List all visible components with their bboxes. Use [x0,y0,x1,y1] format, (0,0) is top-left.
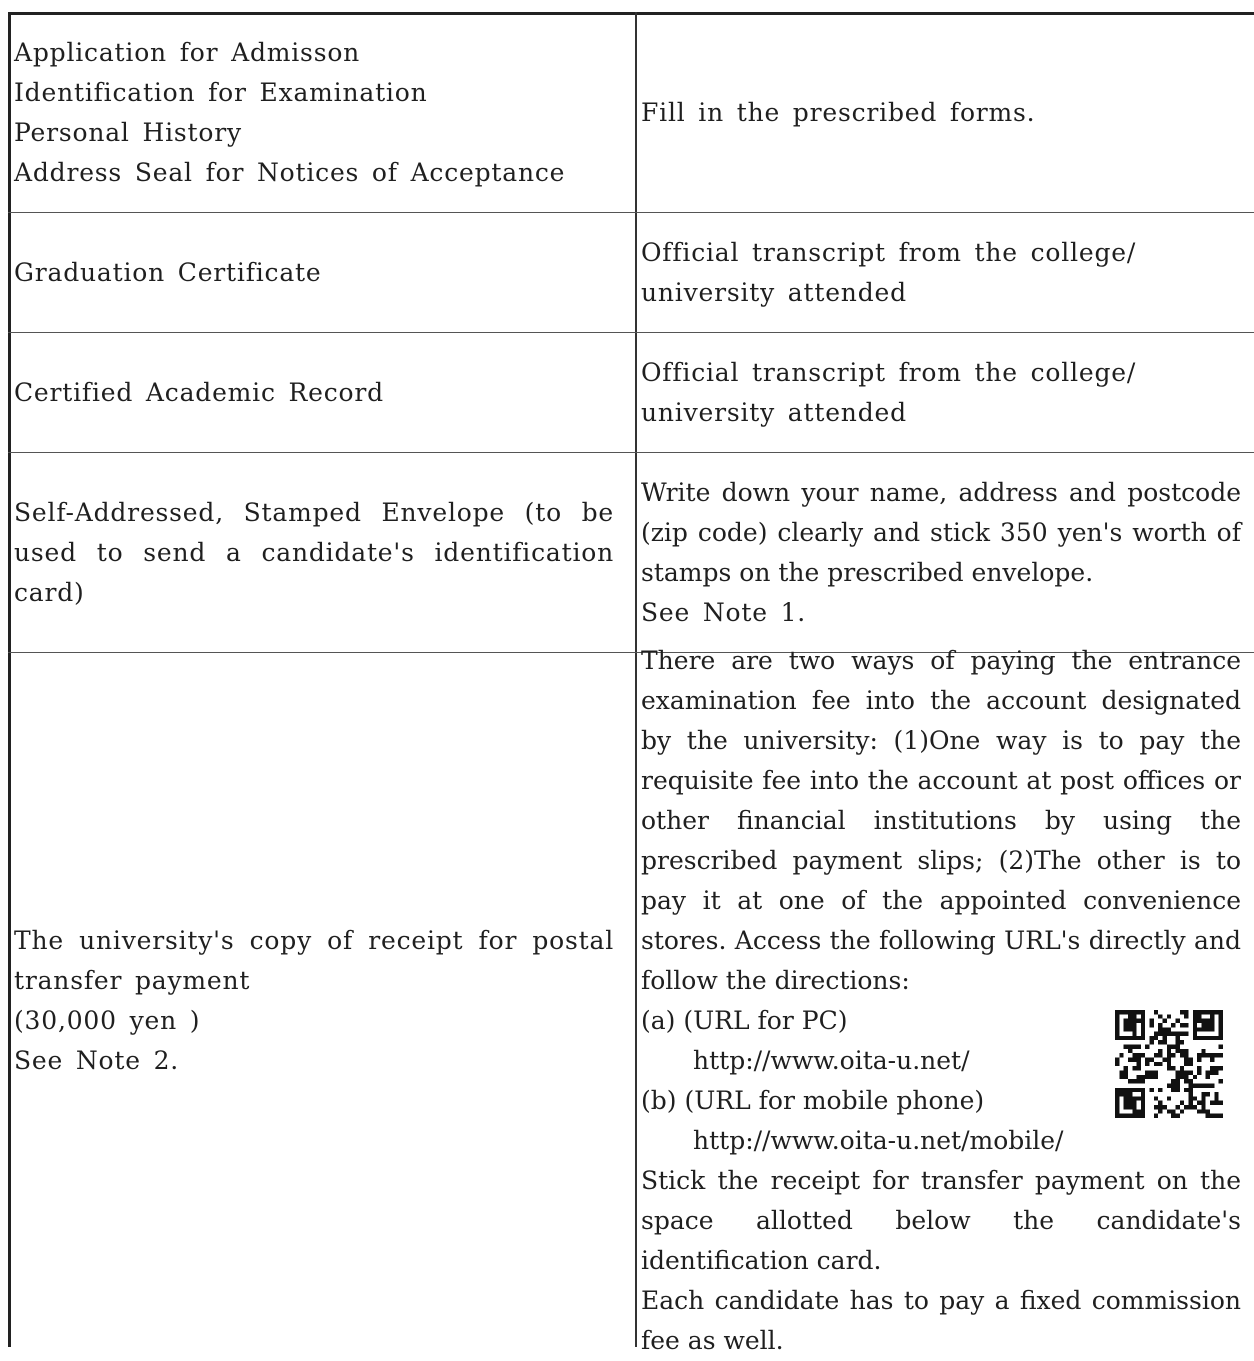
note-line: Fill in the prescribed forms. [641,98,1036,127]
url-a-link[interactable]: http://www.oita-u.net/ [693,1045,970,1075]
row-1-note-cell [641,14,1241,212]
row-3-note-cell [641,334,1241,452]
row-divider [8,212,1254,213]
payment-instructions: There are two ways of paying the entrance examination fee into the account designated by the university: (1)One way is to pay the requisite fee into the account at post offices or other financial institutions by using the prescribed payment slips; (2)The other is to pay it at one of the appointed convenience stores. Access the following URL's directly and follow the directions: [641,645,1241,995]
row-1-requirement-cell [14,14,614,212]
row-3-requirement-cell [14,334,614,452]
fee-amount: (30,000 yen ) [14,1005,201,1035]
requirement-line: Identification for Examination [14,78,428,107]
row-divider [8,332,1254,333]
row-2-requirement-cell [14,214,614,332]
note-line: university attended [641,278,907,307]
requirement-line: Personal History [14,118,242,147]
row-5-note-cell [641,645,1241,1355]
requirement-line: Address Seal for Notices of Acceptance [14,158,566,187]
note-line: university attended [641,398,907,427]
url-a-label: (a) (URL for PC) [641,1005,848,1035]
requirement-line: Application for Admisson [14,38,361,67]
requirement-line: Certified Academic Record [14,378,384,407]
note-reference: See Note 2. [14,1045,180,1075]
row-4-requirement-cell [14,454,614,652]
note-line: Official transcript from the college/ [641,358,1137,387]
requirement-text: Self-Addressed, Stamped Envelope (to be used to send a candidate's identification card) [14,498,614,607]
row-5-requirement-cell [14,654,614,1347]
url-b-label: (b) (URL for mobile phone) [641,1085,985,1115]
commission-note: Each candidate has to pay a fixed commission fee as well. [641,1285,1241,1355]
url-b-link[interactable]: http://www.oita-u.net/mobile/ [693,1125,1064,1155]
note-text: Write down your name, address and postcode (zip code) clearly and stick 350 yen's worth of stamps on the prescribed envelope. [641,478,1241,587]
qr-modules [1115,1010,1223,1118]
note-line: Official transcript from the college/ [641,238,1137,267]
row-4-note-cell [641,454,1241,652]
requirement-line: Graduation Certificate [14,258,322,287]
requirement-text: The university's copy of receipt for postal transfer payment [14,925,614,995]
row-2-note-cell [641,214,1241,332]
row-divider [8,452,1254,453]
note-reference: See Note 1. [641,598,807,627]
receipt-instructions: Stick the receipt for transfer payment on the space allotted below the candidate's identification card. [641,1165,1241,1275]
qr-code-icon [1115,1008,1223,1120]
